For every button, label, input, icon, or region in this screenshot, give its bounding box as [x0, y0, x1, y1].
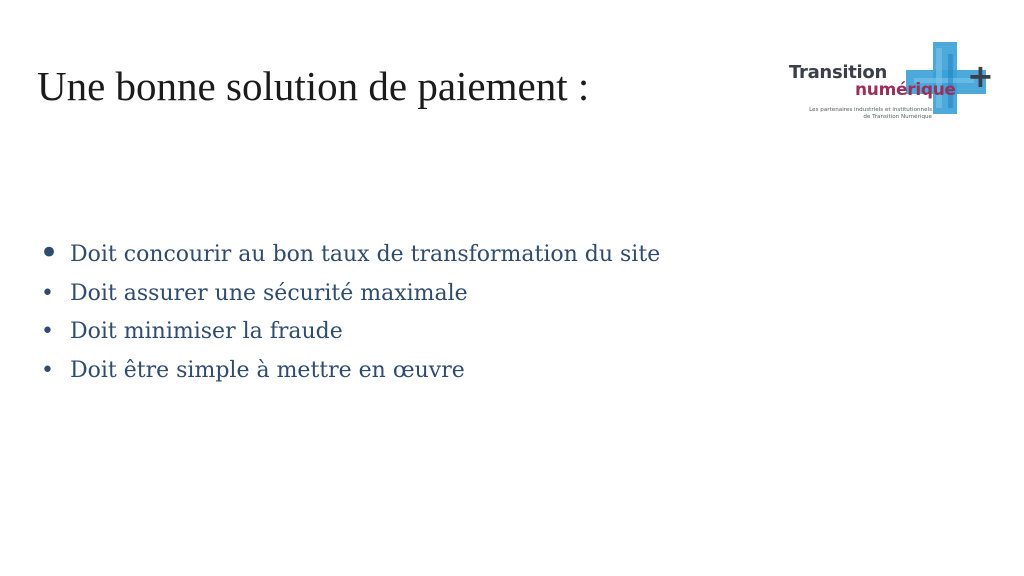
bullet-text: Doit concourir au bon taux de transformation du site: [70, 242, 661, 267]
bullet-text: Doit minimiser la fraude: [70, 319, 343, 344]
logo-tagline: [809, 107, 932, 121]
logo-wordmark-transition: Transition: [789, 62, 887, 83]
bullet-item: [40, 352, 660, 391]
bullet-icon: •: [41, 280, 54, 306]
bullet-icon: •: [41, 319, 54, 344]
bullet-text: Doit assurer une sécurité maximale: [70, 280, 468, 306]
bullet-item: [39, 233, 661, 275]
bullet-icon: •: [39, 233, 60, 273]
bullet-item: [40, 313, 660, 352]
bullet-item: [40, 275, 660, 314]
transition-numerique-logo: [786, 40, 1000, 128]
bullet-icon: •: [41, 357, 54, 383]
logo-plus-icon: +: [967, 57, 994, 95]
logo-tagline-line-1: Les partenaires industriels et institutionnels: [809, 107, 932, 113]
logo-tagline-line-2: de Transition Numérique: [863, 113, 932, 120]
bullet-list: [39, 233, 661, 390]
logo-wordmark-numerique: numérique: [855, 80, 956, 100]
bullet-text: Doit être simple à mettre en œuvre: [70, 357, 465, 383]
slide-title: Une bonne solution de paiement :: [37, 63, 590, 109]
